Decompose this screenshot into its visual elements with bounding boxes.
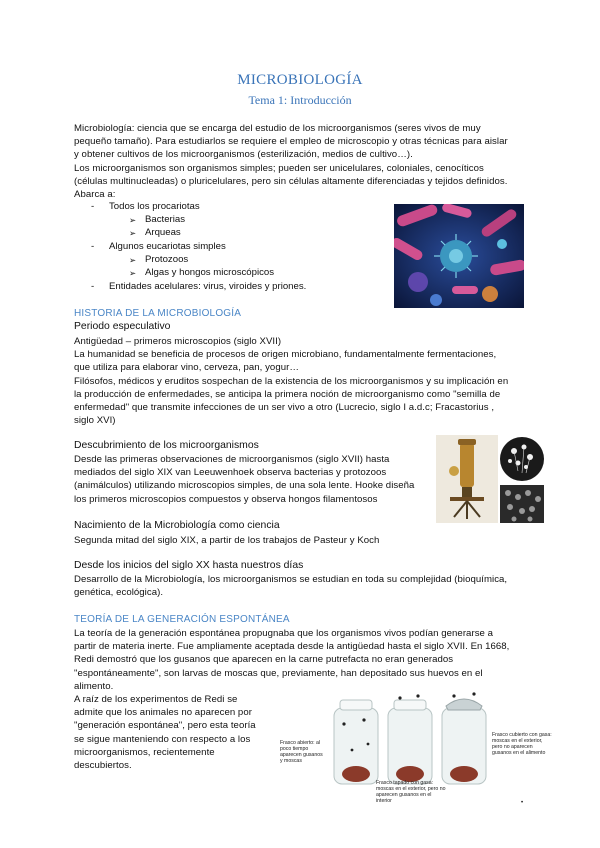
- descubrimiento-line: (animálculos) utilizando microscopios simples, de una sola lente. Hooke diseña: [74, 480, 415, 492]
- nacimiento-line: Segunda mitad del siglo XIX, a partir de los trabajos de Pasteur y Koch: [74, 535, 380, 546]
- page-marker: •: [521, 800, 524, 806]
- subheading-periodo: Periodo especulativo: [74, 321, 171, 332]
- redi-line: microorganismos, recientemente: [74, 746, 215, 758]
- redi-line: A raíz de los experimentos de Redi se: [74, 694, 238, 705]
- historia-line: enfermedad" que transmite infecciones de un ser vivo a otro (Lucrecio, siglo I a.d.c; Fracastorius ,: [74, 402, 495, 414]
- teoria-line: La teoría de la generación espontánea propugnaba que los organismos vivos podían generarse a: [74, 628, 494, 639]
- siglo-xx-line: Desarrollo de la Microbiología, los microorganismos se estudian en toda su complejidad (bioquímica,: [74, 574, 508, 585]
- intro-paragraph: [74, 122, 526, 201]
- list-subitem: Protozoos: [145, 254, 189, 265]
- teoria-line: partir de materia inerte. Fue ampliamente aceptada desde la antigüedad hasta el siglo XVII. En 1668,: [74, 641, 510, 653]
- microscope-image: [436, 435, 498, 523]
- arrow-bullet-icon: ➢: [129, 228, 137, 238]
- jar-gauze: [388, 694, 432, 784]
- historia-line: que utiliza para elaborar vino, cerveza, pan, yogur…: [74, 362, 299, 374]
- intro-line: (células multinucleadas) o pluricelulares, pero sin células altamente diferenciadas y tejidos definidos.: [74, 175, 508, 187]
- list-dash: -: [91, 201, 95, 212]
- redi-line: "generación espontánea", pero esta teoría: [74, 720, 256, 732]
- redi-jars-illustration: [330, 690, 490, 790]
- microorganisms-image: [394, 204, 524, 308]
- historia-line: siglo XVI): [74, 415, 116, 427]
- teoria-line: alimento.: [74, 680, 114, 692]
- list-item: Algunos eucariotas simples: [109, 241, 226, 252]
- section-heading-historia: HISTORIA DE LA MICROBIOLOGÍA: [74, 308, 242, 319]
- jar-label-covered: Frasco cubierto con gasa: moscas en el exterior, pero no aparecen gusanos en el alimento: [492, 732, 552, 756]
- intro-line: Los microorganismos son organismos simples; pueden ser unicelulares, coloniales, cenocíticos: [74, 162, 484, 174]
- descubrimiento-line: Desde las primeras observaciones de microorganismos (siglo XVII) hasta: [74, 454, 390, 465]
- list-item: Entidades acelulares: virus, viroides y priones.: [109, 281, 307, 292]
- teoria-paragraph: [74, 627, 526, 693]
- list-item: Todos los procariotas: [109, 201, 200, 212]
- subheading-nacimiento: Nacimiento de la Microbiología como ciencia: [74, 520, 280, 531]
- jar-open: [334, 700, 378, 784]
- intro-line: y obtener cultivos de los microorganismos (esterilización, medios de cultivo…).: [74, 149, 413, 161]
- document-subtitle: Tema 1: Introducción: [248, 93, 352, 107]
- document-title: MICROBIOLOGÍA: [237, 72, 363, 88]
- descubrimiento-line: mediados del siglo XIX van Leeuwenhoek observa bacterias y protozoos: [74, 467, 387, 479]
- redi-line: admite que los animales no aparecen por: [74, 707, 252, 719]
- list-dash: -: [91, 241, 95, 252]
- descubrimiento-paragraph: [74, 453, 419, 506]
- microorganisms-illustration: [394, 204, 524, 308]
- hooke-drawing-illustration: [500, 435, 544, 523]
- intro-line: Abarca a:: [74, 189, 116, 201]
- jar-label-open: Frasco abierto: al poco tiempo aparecen gusanos y moscas: [280, 740, 323, 764]
- list-dash: -: [91, 281, 95, 292]
- list-subitem: Arqueas: [145, 227, 181, 238]
- arrow-bullet-icon: ➢: [129, 268, 137, 278]
- historia-line: La humanidad se beneficia de procesos de origen microbiano, fundamentalmente fermentaciones,: [74, 349, 497, 361]
- list-subitem: Algas y hongos microscópicos: [145, 267, 275, 278]
- subheading-descubrimiento: Descubrimiento de los microorganismos: [74, 440, 259, 451]
- siglo-xx-line: genética, ecológica).: [74, 587, 164, 599]
- siglo-xx-paragraph: [74, 573, 526, 599]
- jar-label-gauze: Frasco tapado con gasa: moscas en el exterior, pero no aparecen gusanos en el interior: [376, 780, 446, 804]
- teoria-line: Redi demostró que los gusanos que aparecen en la carne putrefacta no eran generados: [74, 654, 454, 666]
- list-subitem: Bacterias: [145, 214, 185, 225]
- historia-paragraph: [74, 335, 526, 427]
- redi-jars-image: [330, 690, 490, 790]
- historia-line: Filósofos, médicos y eruditos sospechan de la existencia de los microorganismos y su implicación en: [74, 375, 509, 387]
- jar-covered: [442, 692, 486, 784]
- historia-line: la producción de enfermedades, se anticipa la primera noción de microorganismo como "semilla de: [74, 388, 501, 400]
- antiguedad-line: Antigüedad – primeros microscopios (siglo XVII): [74, 336, 282, 347]
- microscope-illustration: [436, 435, 498, 523]
- intro-line: pequeño tamaño). Para estudiarlos se requiere el empleo de microscopio y otras técnicas para aislar: [74, 136, 508, 148]
- subheading-siglo-xx: Desde los inicios del siglo XX hasta nuestros días: [74, 560, 304, 571]
- redi-paragraph: [74, 693, 274, 772]
- teoria-line: "espontáneamente", son larvas de moscas que, previamente, han depositado sus huevos en el: [74, 667, 483, 679]
- intro-line: Microbiología: ciencia que se encarga del estudio de los microorganismos (seres vivos de muy: [74, 123, 481, 134]
- arrow-bullet-icon: ➢: [129, 255, 137, 265]
- redi-line: descubiertos.: [74, 760, 132, 772]
- arrow-bullet-icon: ➢: [129, 215, 137, 225]
- descubrimiento-line: los primeros microscopios compuestos y observa hongos filamentosos: [74, 493, 378, 505]
- redi-line: se sigue manteniendo con respecto a los: [74, 733, 251, 745]
- section-heading-teoria: TEORÍA DE LA GENERACIÓN ESPONTÁNEA: [74, 614, 290, 625]
- hooke-drawing-image: [500, 435, 544, 523]
